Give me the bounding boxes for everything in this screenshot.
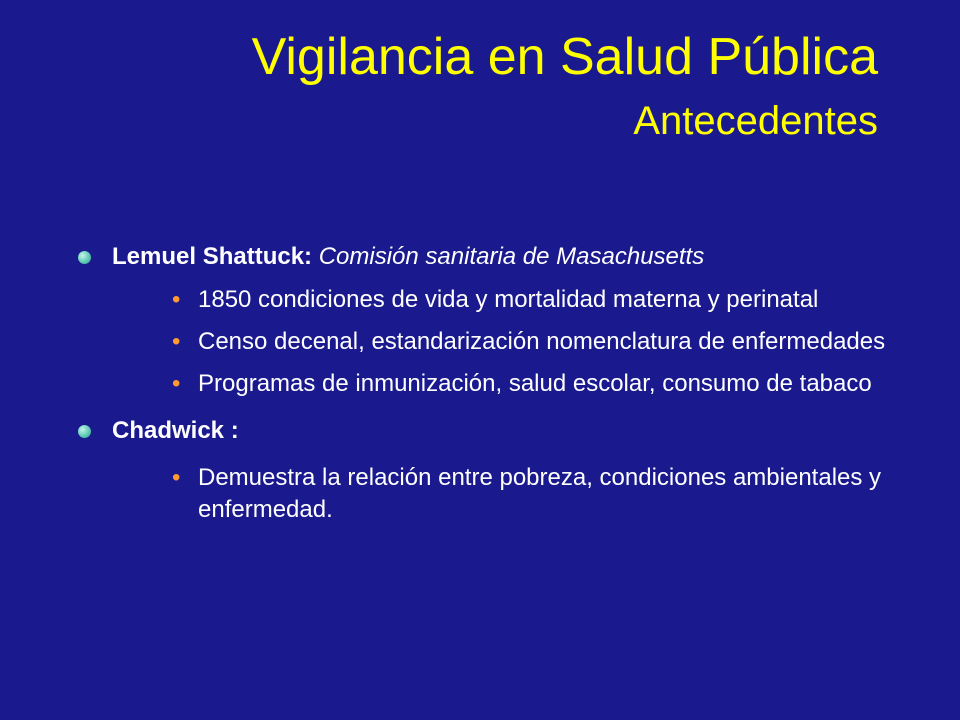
sub-bullet-item: [172, 462, 898, 526]
bullet-item-chadwick: [76, 414, 896, 448]
title-block: [252, 26, 878, 146]
bullet-item-shattuck: [76, 240, 896, 274]
slide-title: Vigilancia en Salud Pública: [251, 28, 878, 86]
bullet-heading: Lemuel Shattuck:: [112, 243, 313, 270]
orange-dot-bullet-icon: •: [172, 370, 181, 397]
sub-bullet-text: Programas de inmunización, salud escolar, consumo de tabaco: [198, 370, 872, 397]
sub-bullet-item: [172, 326, 898, 358]
orange-dot-bullet-icon: •: [172, 328, 181, 355]
orange-dot-bullet-icon: •: [172, 286, 181, 313]
teal-circle-bullet-icon: [78, 425, 91, 438]
sub-bullet-text: Demuestra la relación entre pobreza, condiciones ambientales y enfermedad.: [198, 464, 882, 523]
teal-circle-bullet-icon: [78, 251, 91, 264]
bullet-list: [76, 240, 896, 526]
orange-dot-bullet-icon: •: [172, 464, 181, 491]
bullet-detail: Comisión sanitaria de Masachusetts: [312, 243, 705, 270]
bullet-heading: Chadwick :: [112, 417, 239, 444]
slide-subtitle: Antecedentes: [633, 99, 878, 143]
sub-bullet-text: Censo decenal, estandarización nomenclatura de enfermedades: [198, 328, 886, 355]
sub-bullet-item: [172, 284, 898, 316]
sub-bullet-item: [172, 368, 898, 400]
sub-bullet-text: 1850 condiciones de vida y mortalidad materna y perinatal: [198, 286, 819, 313]
